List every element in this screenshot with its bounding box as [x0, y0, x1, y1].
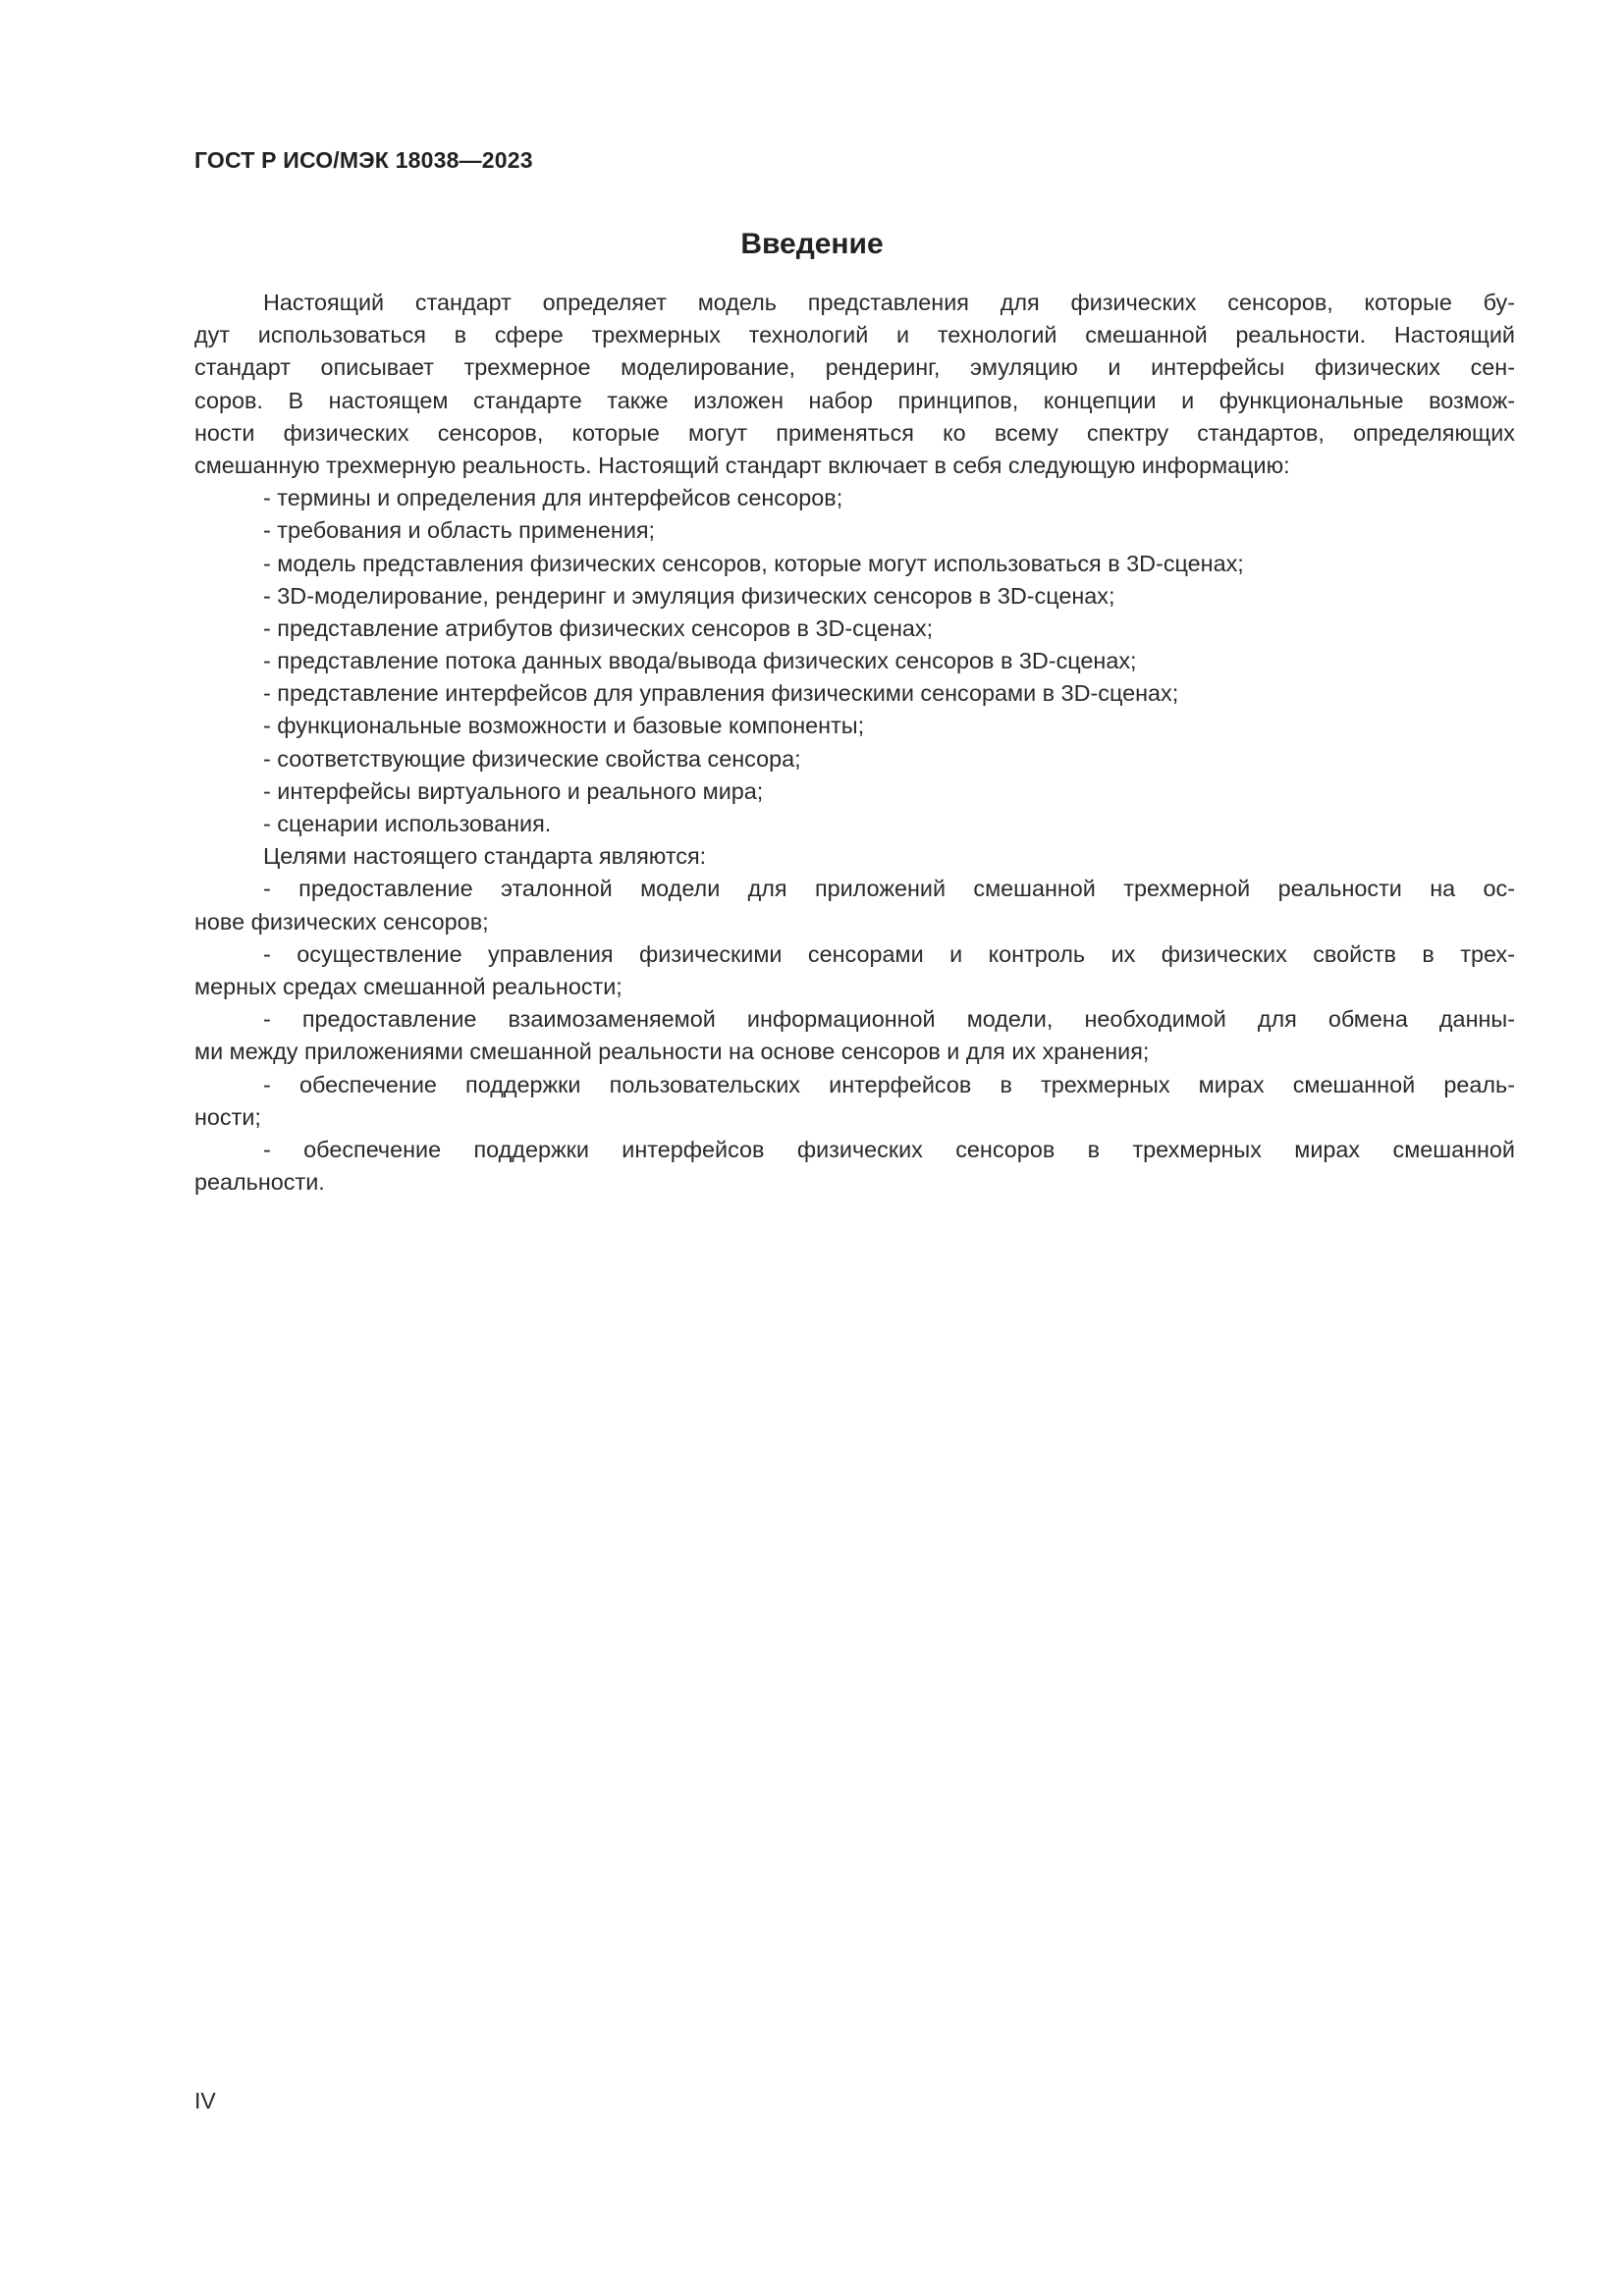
- introduction-body: [194, 287, 1515, 1199]
- body-line: - соответствующие физические свойства сенсора;: [263, 745, 801, 772]
- body-line: Настоящий стандарт определяет модель представления для физических сенсоров, которые бу-: [263, 290, 1515, 315]
- body-line: - сценарии использования.: [263, 811, 552, 836]
- body-line: - функциональные возможности и базовые компоненты;: [263, 713, 865, 739]
- body-line: - требования и область применения;: [263, 517, 656, 544]
- body-line: стандарт описывает трехмерное моделирование, рендеринг, эмуляцию и интерфейсы физических сен-: [194, 354, 1515, 381]
- body-line: нове физических сенсоров;: [194, 908, 489, 934]
- body-line: - модель представления физических сенсоров, которые могут использоваться в 3D-сценах;: [263, 550, 1244, 576]
- body-line: - 3D-моделирование, рендеринг и эмуляция физических сенсоров в 3D-сценах;: [263, 582, 1115, 609]
- body-line: - предоставление взаимозаменяемой информационной модели, необходимой для обмена данны-: [263, 1006, 1515, 1033]
- body-line: Целями настоящего стандарта являются:: [263, 843, 707, 870]
- body-line: - осуществление управления физическими сенсорами и контроль их физических свойств в трех-: [263, 940, 1515, 967]
- body-line: ности;: [194, 1103, 261, 1130]
- body-line: - обеспечение поддержки пользовательских интерфейсов в трехмерных мирах смешанной реаль-: [263, 1071, 1515, 1097]
- body-line: - обеспечение поддержки интерфейсов физических сенсоров в трехмерных мирах смешанной: [263, 1136, 1515, 1162]
- body-line: мерных средах смешанной реальности;: [194, 973, 623, 999]
- standard-id-header: ГОСТ Р ИСО/МЭК 18038—2023: [194, 147, 533, 173]
- body-line: дут использоваться в сфере трехмерных технологий и технологий смешанной реальности. Настоящий: [194, 322, 1515, 348]
- body-line: - представление интерфейсов для управления физическими сенсорами в 3D-сценах;: [263, 680, 1179, 707]
- section-title: Введение: [740, 228, 884, 260]
- body-line: - интерфейсы виртуального и реального мира;: [263, 777, 764, 804]
- body-line: соров. В настоящем стандарте также изложен набор принципов, концепции и функциональные возмож-: [194, 387, 1515, 413]
- body-line: - термины и определения для интерфейсов сенсоров;: [263, 485, 843, 511]
- body-line: ности физических сенсоров, которые могут применяться ко всему спектру стандартов, определяющих: [194, 419, 1515, 446]
- body-line: реальности.: [194, 1169, 325, 1196]
- body-line: смешанную трехмерную реальность. Настоящий стандарт включает в себя следующую информацию:: [194, 452, 1290, 478]
- body-line: - предоставление эталонной модели для приложений смешанной трехмерной реальности на ос-: [263, 876, 1515, 902]
- body-line: - представление атрибутов физических сенсоров в 3D-сценах;: [263, 614, 934, 641]
- body-line: - представление потока данных ввода/вывода физических сенсоров в 3D-сценах;: [263, 648, 1137, 674]
- page-number: IV: [194, 2088, 216, 2113]
- body-line: ми между приложениями смешанной реальности на основе сенсоров и для их хранения;: [194, 1039, 1150, 1065]
